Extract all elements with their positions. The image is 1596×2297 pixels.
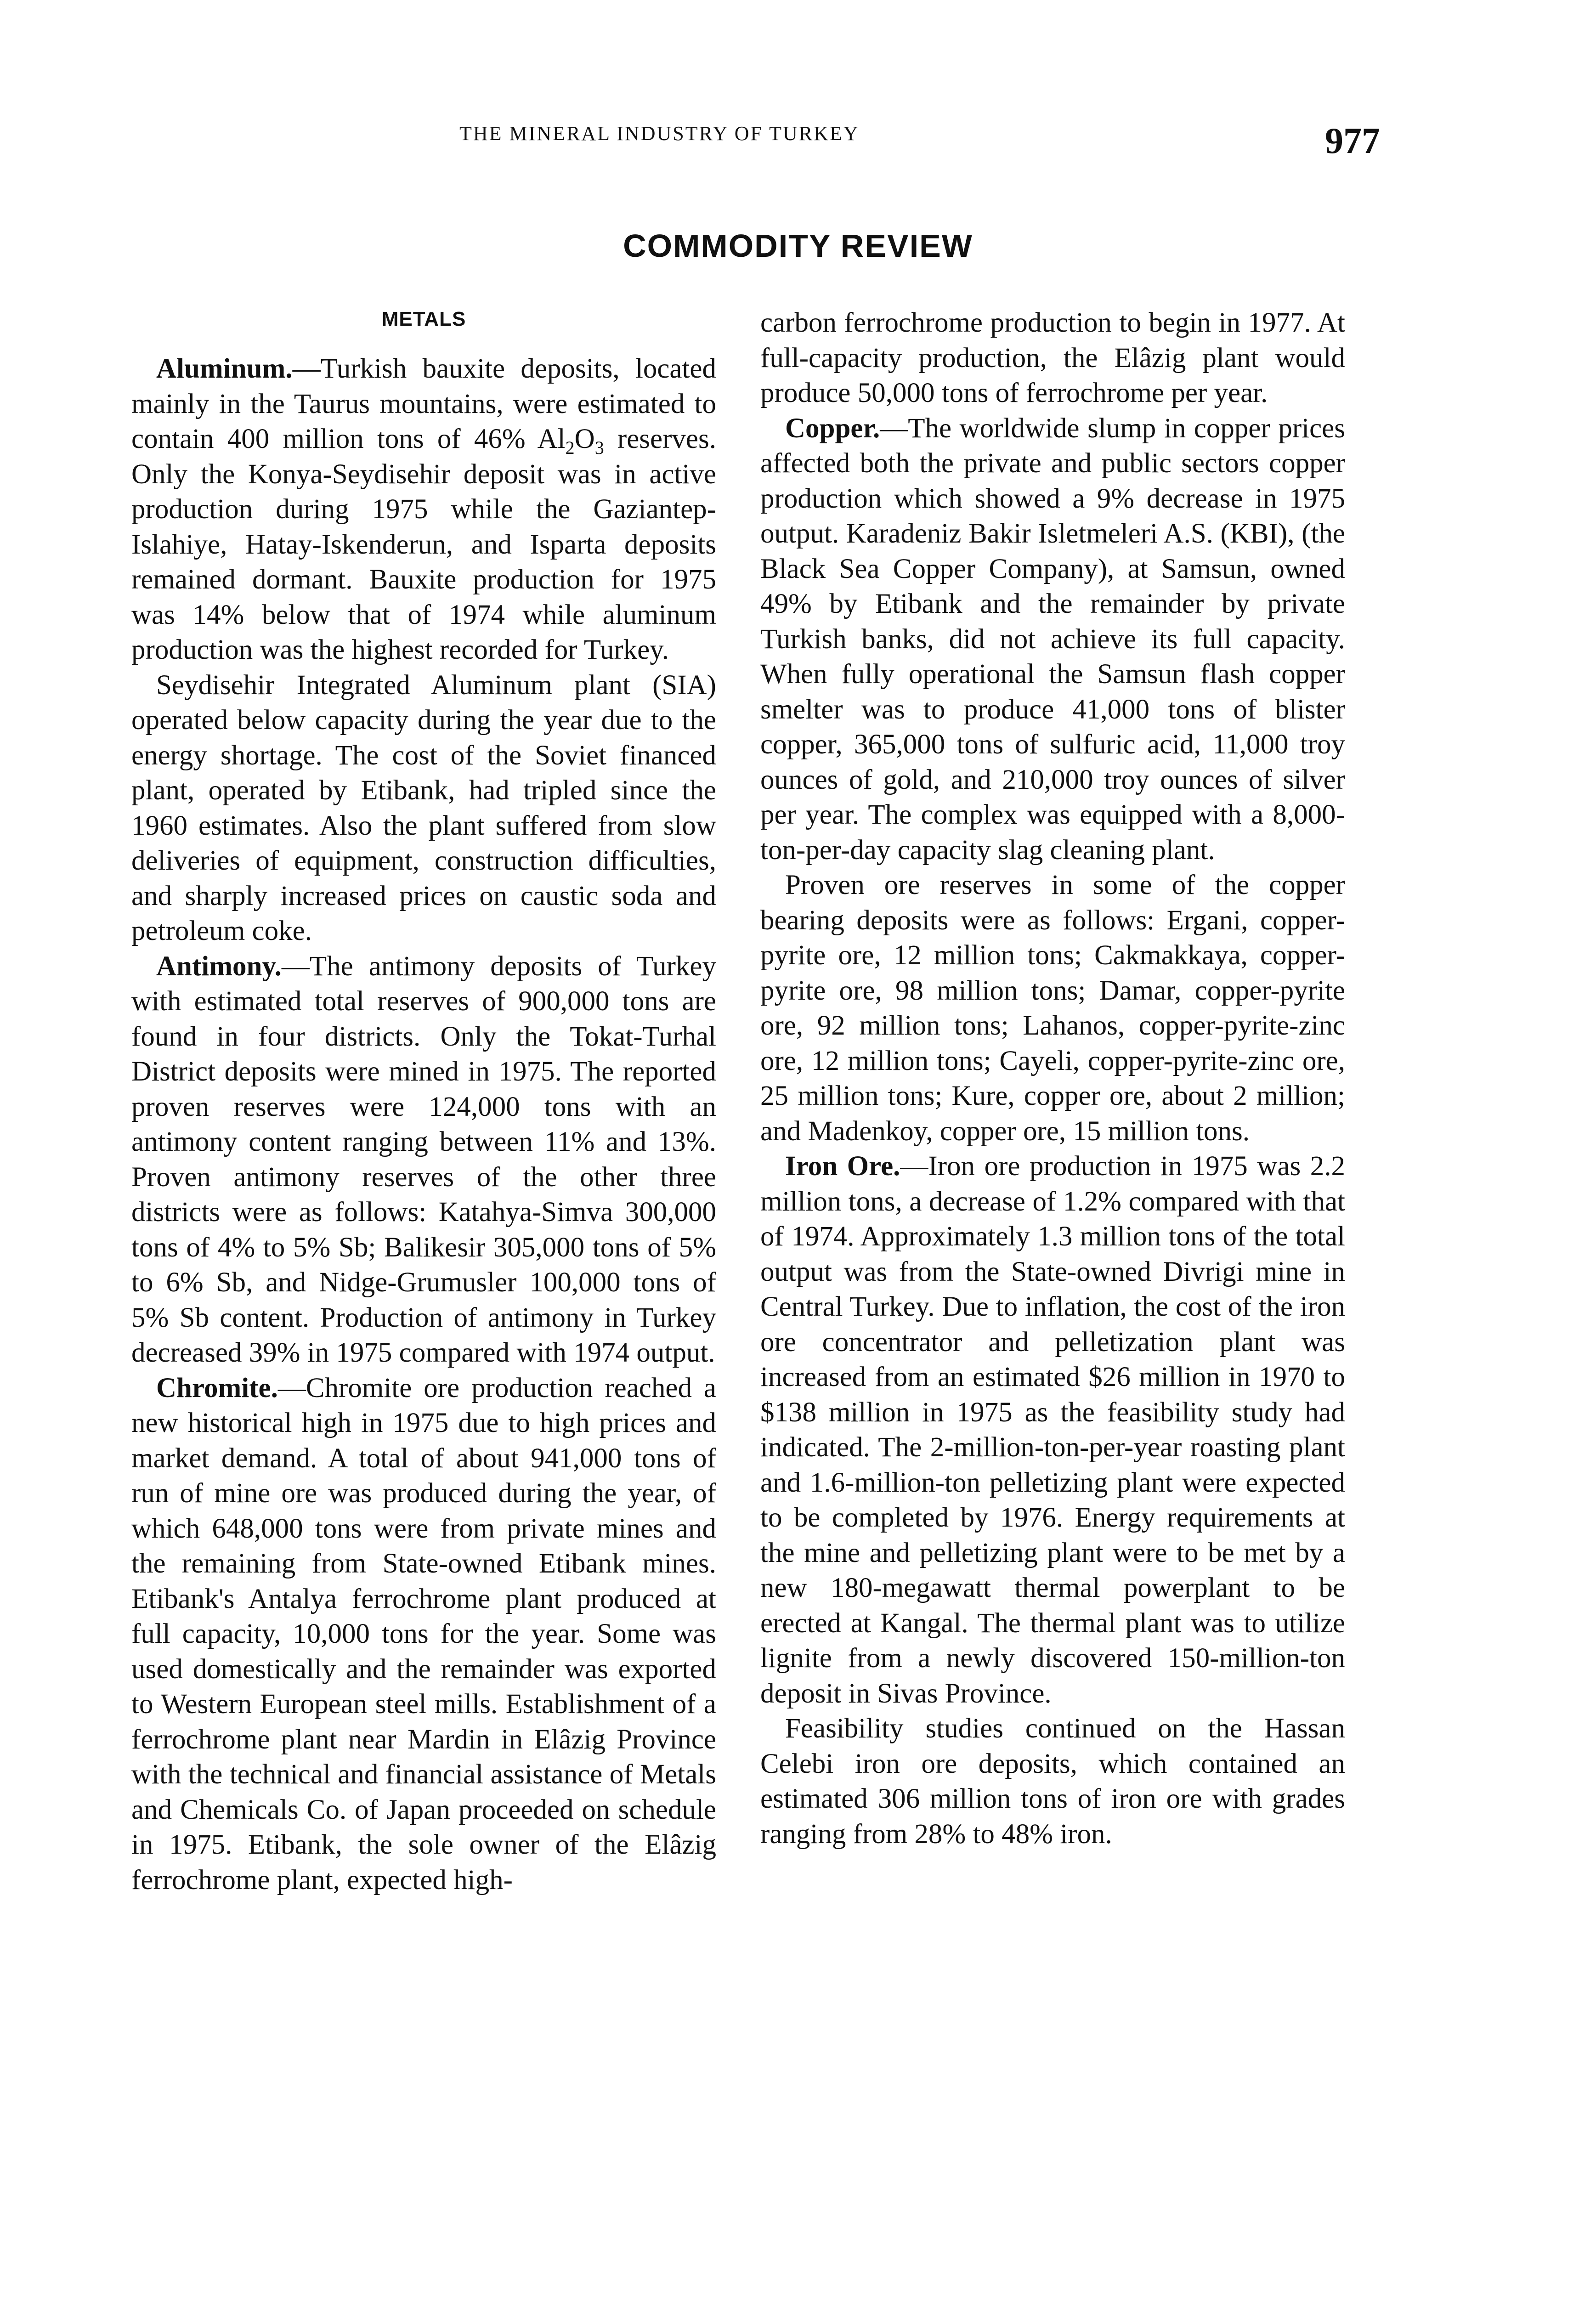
aluminum-lead: Aluminum. (156, 353, 293, 384)
aluminum-subscript-2: 2 (565, 437, 575, 458)
copper-paragraph (760, 411, 1345, 868)
antimony-paragraph (131, 949, 716, 1371)
aluminum-text-c: reserves. Only the Konya-Seydisehir deposit was in active production during 1975 while the Gaziantep-Islahiye, Hatay-Iskenderun, and Isparta deposits remained dormant. Bauxite production for 1975 was 14% below that of 1974 while aluminum production was the highest recorded for Turkey. (131, 424, 716, 665)
seydisehir-paragraph: Seydisehir Integrated Aluminum plant (SIA) operated below capacity during the year due to the energy shortage. The cost of the Soviet financed plant, operated by Etibank, had tripled since the 1960 estimates. Also the plant suffered from slow deliveries of equipment, construction difficulties, and sharply increased prices on caustic soda and petroleum coke. (131, 669, 716, 946)
aluminum-text-b: O (574, 424, 595, 454)
right-column (760, 306, 1345, 1852)
aluminum-subscript-3: 3 (594, 437, 604, 458)
left-column (131, 306, 716, 1898)
chromite-lead: Chromite. (156, 1372, 278, 1403)
page-number: 977 (1325, 121, 1380, 161)
iron-ore-paragraph (760, 1149, 1345, 1711)
antimony-lead: Antimony. (156, 950, 282, 982)
aluminum-text-a: —Turkish bauxite deposits, located mainly in the Taurus mountains, were estimated to contain 400 million tons of 46% Al (131, 353, 716, 454)
running-head: THE MINERAL INDUSTRY OF TURKEY (459, 122, 860, 145)
copper-text: —The worldwide slump in copper prices affected both the private and public sectors copper production which showed a 9% decrease in 1975 output. Karadeniz Bakir Isletmeleri A.S. (KBI), (the Black Sea Copper Company), at Samsun, owned 49% by Etibank and the remainder by private Turkish banks, did not achieve its full capacity. When fully operational the Samsun flash copper smelter was to produce 41,000 tons of blister copper, 365,000 tons of sulfuric acid, 11,000 troy ounces of gold, and 210,000 troy ounces of silver per year. The complex was equipped with a 8,000-ton-per-day capacity slag cleaning plant. (760, 413, 1345, 866)
chromite-continued-paragraph: carbon ferrochrome production to begin in 1977. At full-capacity production, the Elâzig plant would produce 50,000 tons of ferrochrome per year. (760, 307, 1345, 408)
chromite-text: —Chromite ore production reached a new historical high in 1975 due to high prices and market demand. A total of about 941,000 tons of run of mine ore was produced during the year, of which 648,000 tons were from private mines and the remaining from State-owned Etibank mines. Etibank's Antalya ferrochrome plant produced at full capacity, 10,000 tons for the year. Some was used domestically and the remainder was exported to Western European steel mills. Establishment of a ferrochrome plant near Mardin in Elâzig Province with the technical and financial assistance of Metals and Chemicals Co. of Japan proceeded on schedule in 1975. Etibank, the sole owner of the Elâzig ferrochrome plant, expected high- (131, 1372, 716, 1895)
copper-reserves-paragraph: Proven ore reserves in some of the copper bearing deposits were as follows: Ergani, copper-pyrite ore, 12 million tons; Cakmakkaya, copper-pyrite ore, 98 million tons; Damar, copper-pyrite ore, 92 million tons; Lahanos, copper-pyrite-zinc ore, 12 million tons; Cayeli, copper-pyrite-zinc ore, 25 million tons; Kure, copper ore, about 2 million; and Madenkoy, copper ore, 15 million tons. (760, 870, 1345, 1147)
copper-lead: Copper. (785, 413, 880, 444)
hassan-celebi-paragraph: Feasibility studies continued on the Hassan Celebi iron ore deposits, which contained an estimated 306 million tons of iron ore with grades ranging from 28% to 48% iron. (760, 1713, 1345, 1850)
chromite-paragraph (131, 1371, 716, 1898)
antimony-text: —The antimony deposits of Turkey with estimated total reserves of 900,000 tons are found in four districts. Only the Tokat-Turhal District deposits were mined in 1975. The reported proven reserves were 124,000 tons with an antimony content ranging between 11% and 13%. Proven antimony reserves of the other three districts were as follows: Katahya-Simva 300,000 tons of 4% to 5% Sb; Balikesir 305,000 tons of 5% to 6% Sb, and Nidge-Grumusler 100,000 tons of 5% Sb content. Production of antimony in Turkey decreased 39% in 1975 compared with 1974 output. (131, 950, 716, 1368)
section-title: COMMODITY REVIEW (623, 228, 973, 264)
iron-ore-lead: Iron Ore. (785, 1151, 900, 1182)
metals-subhead: METALS (381, 308, 466, 330)
aluminum-paragraph (131, 351, 716, 668)
iron-ore-text: —Iron ore production in 1975 was 2.2 million tons, a decrease of 1.2% compared with that of 1974. Approximately 1.3 million tons of the total output was from the State-owned Divrigi mine in Central Turkey. Due to inflation, the cost of the iron ore concentrator and pelletization plant was increased from an estimated $26 million in 1970 to $138 million in 1975 as the feasibility study had indicated. The 2-million-ton-per-year roasting plant and 1.6-million-ton pelletizing plant were expected to be completed by 1976. Energy requirements at the mine and pelletizing plant were to be met by a new 180-megawatt thermal powerplant to be erected at Kangal. The thermal plant was to utilize lignite from a newly discovered 150-million-ton deposit in Sivas Province. (760, 1151, 1345, 1709)
